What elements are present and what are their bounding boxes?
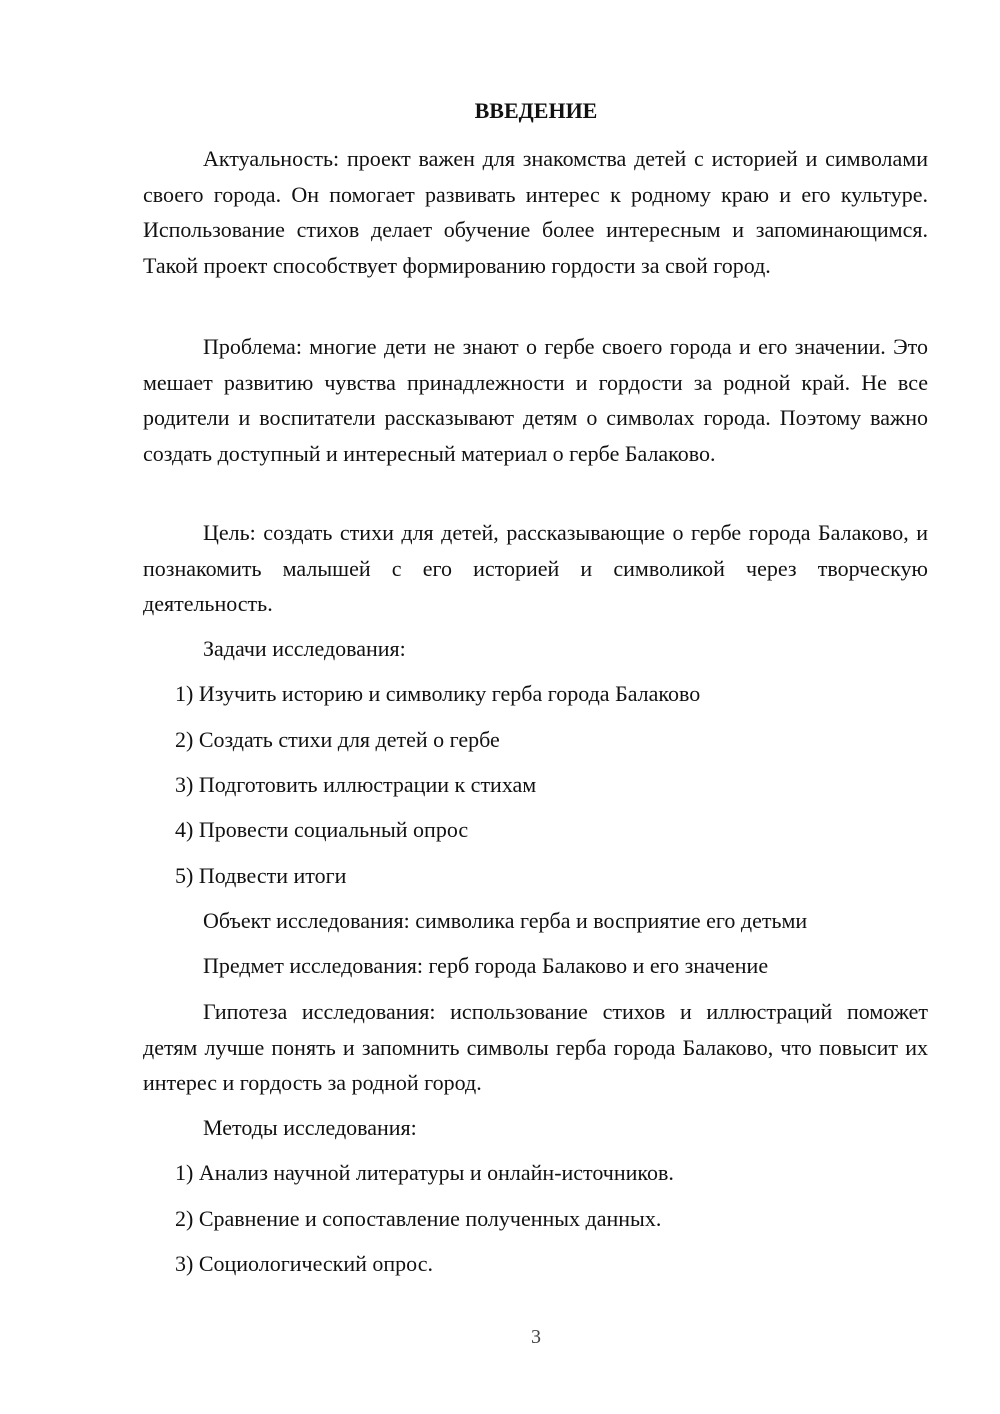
task-item-5: 5) Подвести итоги [175,863,347,888]
task-item-3: 3) Подготовить иллюстрации к стихам [175,772,537,797]
task-item-4: 4) Провести социальный опрос [175,817,469,842]
subject-line: Предмет исследования: герб города Балаково и его значение [203,953,769,978]
problem-paragraph: Проблема: многие дети не знают о гербе своего города и его значении. Это мешает развитию чувства принадлежности и гордости за родной край. Не все родители и воспитатели рассказывают детям о символах города. Поэтому важно создать доступный и интересный материал о гербе Балаково. [143,334,928,466]
object-line: Объект исследования: символика герба и восприятие его детьми [203,908,808,933]
method-item-3: 3) Социологический опрос. [175,1251,433,1276]
method-item-1: 1) Анализ научной литературы и онлайн-источников. [175,1160,674,1185]
methods-heading: Методы исследования: [203,1115,417,1140]
hypothesis-paragraph: Гипотеза исследования: использование стихов и иллюстраций поможет детям лучше понять и запомнить символы герба города Балаково, что повысит их интерес и гордость за родной город. [143,999,928,1095]
goal-paragraph: Цель: создать стихи для детей, рассказывающие о гербе города Балаково, и познакомить малышей с его историей и символикой через творческую деятельность. [143,520,928,616]
relevance-paragraph: Актуальность: проект важен для знакомства детей с историей и символами своего города. Он помогает развивать интерес к родному краю и его культуре. Использование стихов делает обучение более интересным и запоминающимся. Такой проект способствует формированию гордости за свой город. [143,146,928,278]
task-item-1: 1) Изучить историю и символику герба города Балаково [175,681,701,706]
tasks-heading: Задачи исследования: [203,636,406,661]
page-number: 3 [531,1326,541,1348]
method-item-2: 2) Сравнение и сопоставление полученных данных. [175,1206,662,1231]
task-item-2: 2) Создать стихи для детей о гербе [175,727,500,752]
page-title: ВВЕДЕНИЕ [474,98,598,123]
